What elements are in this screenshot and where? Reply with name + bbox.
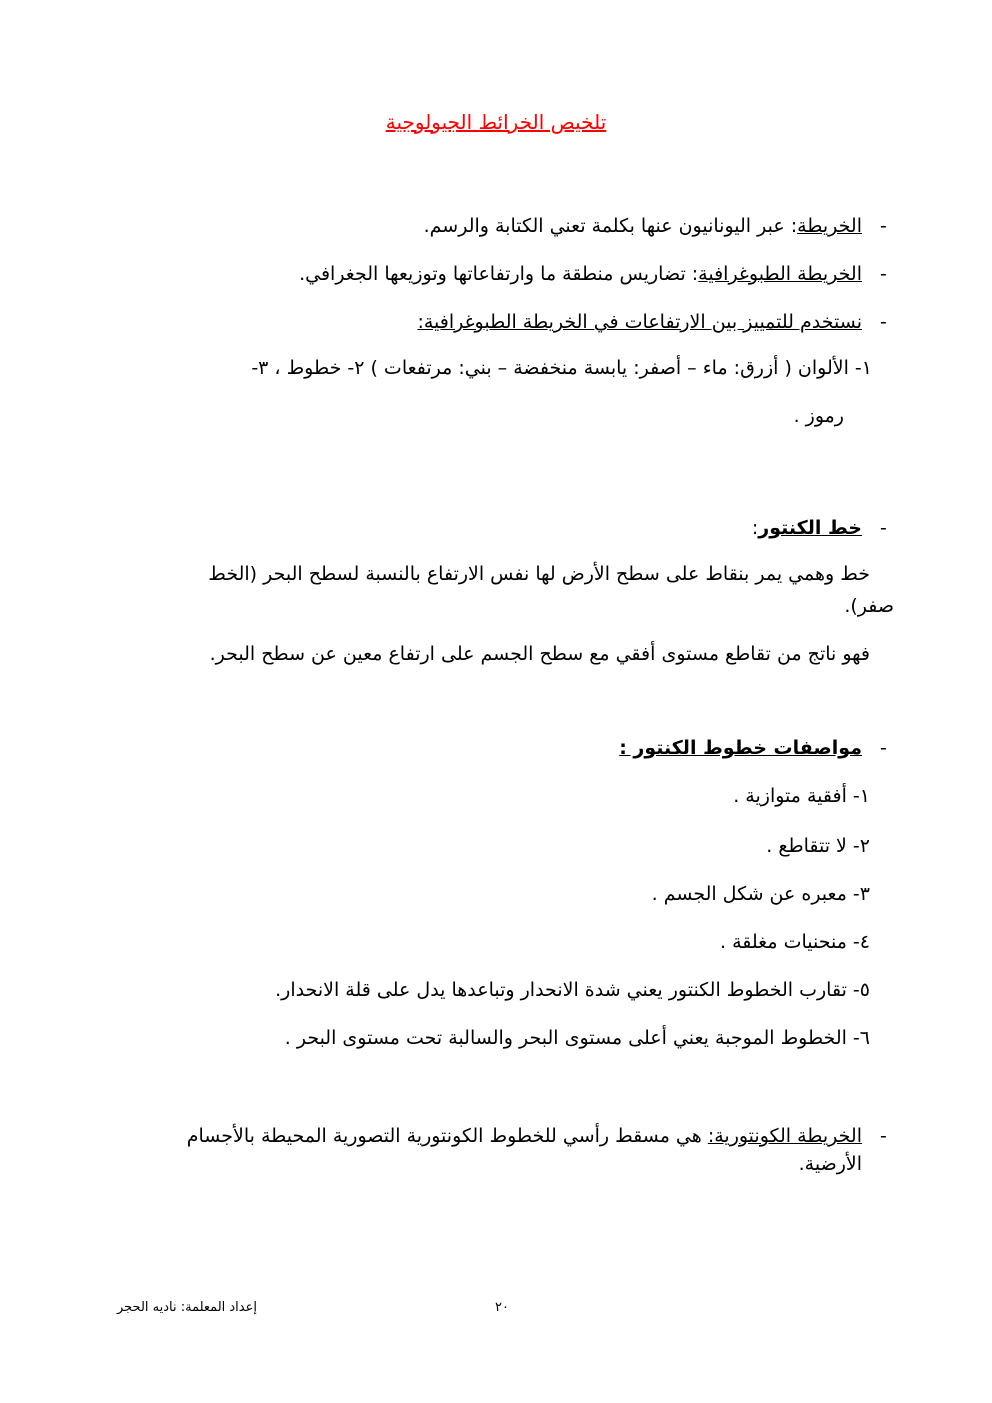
specs-heading: مواصفات خطوط الكنتور : [619, 737, 862, 759]
spec-item: ٥- تقارب الخطوط الكنتور يعني شدة الانحدار وتباعدها يدل على قلة الانحدار. [275, 979, 870, 1001]
bullet-dash: - [880, 215, 887, 237]
contour-map-line-2: الأرضية. [798, 1153, 862, 1175]
footer-author: إعداد المعلمة: ناديه الحجر [116, 1300, 257, 1315]
spec-item: ٣- معبره عن شكل الجسم . [651, 883, 870, 905]
page-number: ٢٠ [495, 1300, 509, 1315]
contour-map-line-1 [187, 1124, 862, 1148]
contour-heading-term: خط الكنتور [758, 517, 862, 539]
contour-heading-colon: : [751, 517, 759, 539]
contour-def-line-3: فهو ناتج من تقاطع مستوى أفقي مع سطح الجسم على ارتفاع معين عن سطح البحر. [209, 643, 870, 665]
bullet-dash: - [880, 517, 887, 539]
spec-item: ١- أفقية متوازية . [733, 785, 870, 807]
page-title: تلخيص الخرائط الجيولوجية [385, 110, 607, 134]
contour-def-line-1: خط وهمي يمر بنقاط على سطح الأرض لها نفس الارتفاع بالنسبة لسطح البحر (الخط [208, 563, 870, 585]
topo-definition [299, 262, 862, 286]
topo-term: الخريطة الطبوغرافية [698, 263, 862, 285]
map-def-text: : عبر اليونانيون عنها بكلمة تعني الكتابة والرسم. [423, 215, 798, 237]
spec-item: ٦- الخطوط الموجبة يعني أعلى مستوى البحر والسالبة تحت مستوى البحر . [284, 1027, 870, 1049]
contour-heading [752, 516, 862, 540]
use-line-2: رموز . [793, 405, 844, 427]
spec-item: ٤- منحنيات مغلقة . [720, 931, 870, 953]
map-definition [424, 214, 862, 238]
contour-map-def: هي مسقط رأسي للخطوط الكونتورية التصورية المحيطة بالأجسام [186, 1125, 708, 1147]
contour-map-term: الخريطة الكونتورية: [707, 1125, 862, 1147]
map-term: الخريطة [797, 215, 862, 237]
contour-def-line-2: صفر). [844, 595, 894, 617]
use-line-1: ١- الألوان ( أزرق: ماء – أصفر: يابسة منخفضة – بني: مرتفعات ) ٢- خطوط ، ٣- [251, 357, 872, 379]
bullet-dash: - [880, 263, 887, 285]
bullet-dash: - [880, 311, 887, 333]
bullet-dash: - [880, 737, 887, 759]
spec-item: ٢- لا تتقاطع . [766, 835, 870, 857]
topo-def-text: : تضاريس منطقة ما وارتفاعاتها وتوزيعها الجغرافي. [299, 263, 699, 285]
bullet-dash: - [880, 1125, 887, 1147]
use-heading: نستخدم للتمييز بين الارتفاعات في الخريطة الطبوغرافية: [417, 311, 862, 333]
